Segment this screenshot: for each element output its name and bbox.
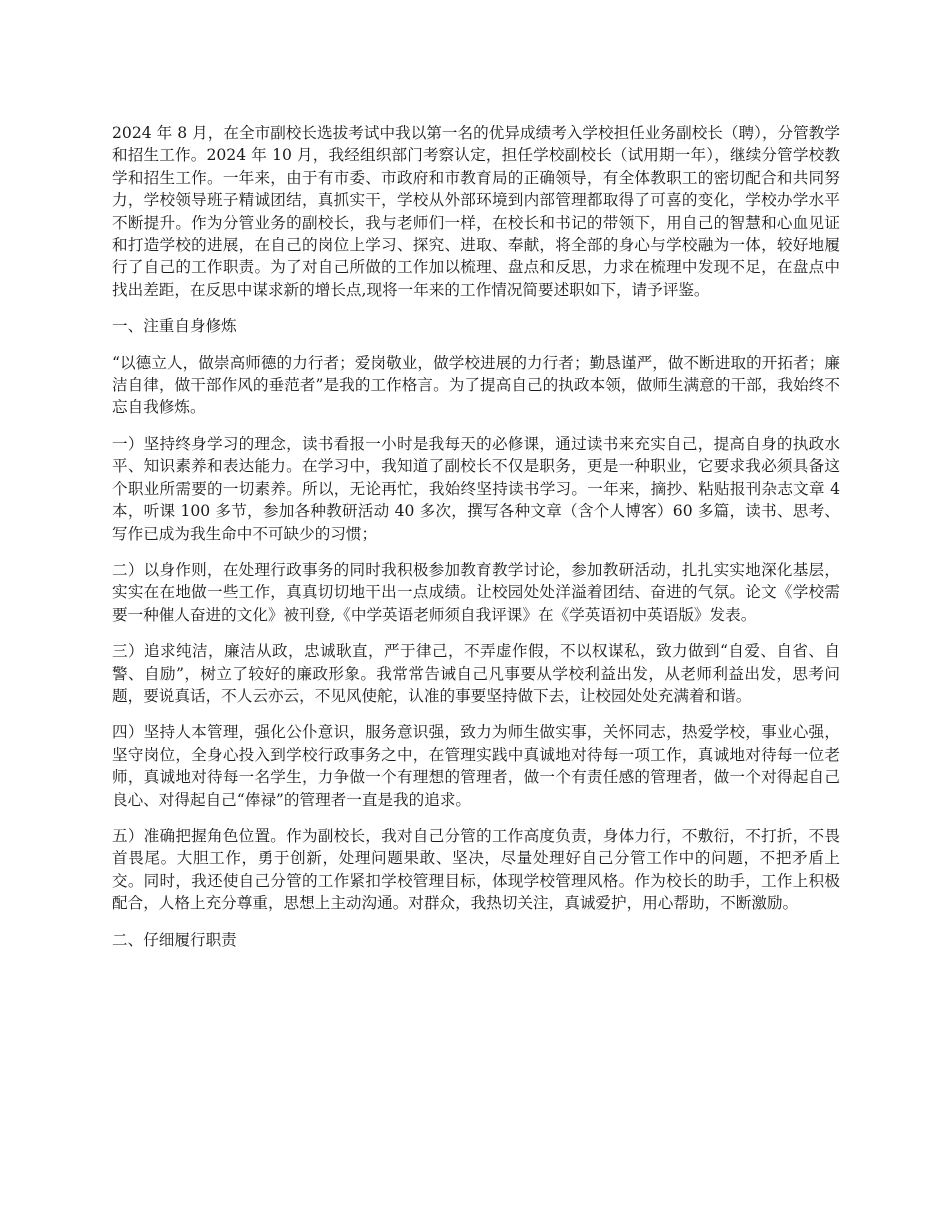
document-page <box>112 122 840 965</box>
section-heading-self-cultivation: 一、注重自身修炼 <box>112 317 237 336</box>
section-heading-duties: 二、仔细履行职责 <box>112 930 237 949</box>
point-1-paragraph: 一）坚持终身学习的理念，读书看报一小时是我每天的必修课，通过读书来充实自己，提高自身的执政水平、知识素养和表达能力。在学习中，我知道了副校长不仅是职务，更是一种职业，它要求我必须具备这个职业所需要的一切素养。所以，无论再忙，我始终坚持读书学习。一年来，摘抄、粘贴报刊杂志文章 4 本，听课 100 多节，参加各种教研活动 40 多次，撰写各种文章（含个人博客）60 多篇，读书、思考、写作已成为我生命中不可缺少的习惯； <box>112 434 840 543</box>
point-2-paragraph: 二）以身作则，在处理行政事务的同时我积极参加教育教学讨论，参加教研活动，扎扎实实地深化基层，实实在在地做一些工作，真真切切地干出一点成绩。让校园处处洋溢着团结、奋进的气氛。论文《学校需要一种催人奋进的文化》被刊登,《中学英语老师须自我评课》在《学英语初中英语版》发表。 <box>112 560 840 624</box>
point-5-paragraph: 五）准确把握角色位置。作为副校长，我对自己分管的工作高度负责，身体力行，不敷衍，不打折，不畏首畏尾。大胆工作，勇于创新，处理问题果敢、坚决，尽量处理好自己分管工作中的问题，不把矛盾上交。同时，我还使自己分管的工作紧扣学校管理目标，体现学校管理风格。作为校长的助手，工作上积极配合，人格上充分尊重，思想上主动沟通。对群众，我热切关注，真诚爱护，用心帮助，不断激励。 <box>112 826 840 913</box>
point-4-paragraph: 四）坚持人本管理，强化公仆意识，服务意识强，致力为师生做实事，关怀同志，热爱学校，事业心强，坚守岗位，全身心投入到学校行政事务之中，在管理实践中真诚地对待每一项工作，真诚地对待每一位老师，真诚地对待每一名学生，力争做一个有理想的管理者，做一个有责任感的管理者，做一个对得起自己良心、对得起自己“俸禄”的管理者一直是我的追求。 <box>112 723 840 809</box>
intro-paragraph: 2024 年 8 月，在全市副校长选拔考试中我以第一名的优异成绩考入学校担任业务副校长（聘），分管教学和招生工作。2024 年 10 月，我经组织部门考察认定，担任学校副校长（试用期一年），继续分管学校教学和招生工作。一年来，由于有市委、市政府和市教育局的正确领导，有全体教职工的密切配合和共同努力，学校领导班子精诚团结，真抓实干，学校从外部环境到内部管理都取得了可喜的变化，学校办学水平不断提升。作为分管业务的副校长，我与老师们一样，在校长和书记的带领下，用自己的智慧和心血见证和打造学校的进展，在自己的岗位上学习、探究、进取、奉献，将全部的身心与学校融为一体，较好地履行了自己的工作职责。为了对自己所做的工作加以梳理、盘点和反思，力求在梳理中发现不足，在盘点中找出差距，在反思中谋求新的增长点,现将一年来的工作情况简要述职如下，请予评鉴。 <box>112 124 840 299</box>
motto-paragraph: “以德立人，做崇高师德的力行者；爱岗敬业，做学校进展的力行者；勤恳谨严，做不断进取的开拓者；廉洁自律，做干部作风的垂范者”是我的工作格言。为了提高自己的执政本领，做师生满意的干部，我始终不忘自我修炼。 <box>112 353 840 417</box>
point-3-paragraph: 三）追求纯洁，廉洁从政，忠诚耿直，严于律己，不弄虚作假，不以权谋私，致力做到“自爱、自省、自警、自励”，树立了较好的廉政形象。我常常告诫自己凡事要从学校利益出发，从老师利益出发，思考问题，要说真话，不人云亦云，不见风使舵，认准的事要坚持做下去，让校园处处充满着和谐。 <box>112 642 840 705</box>
